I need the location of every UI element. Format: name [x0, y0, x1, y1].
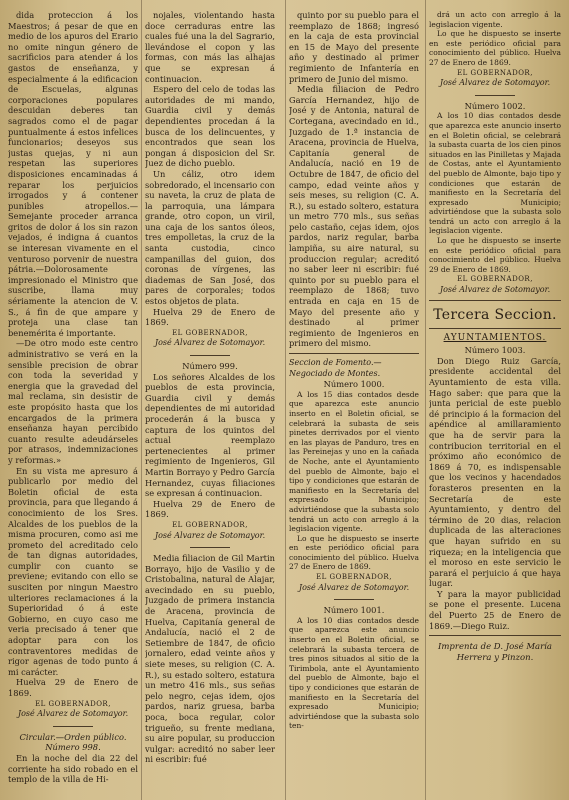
divider [53, 726, 93, 727]
divider [429, 635, 561, 636]
paragraph: dida proteccion á los Maestros; á pesar de que en medio de los apuros del Erario no omite ningun género de sacrificios para atender á los gastos de enseñanza, y especialmente á la edificacion de Escuelas, algunas corporaciones populares descuidan deberes tan sagrados como el de pagar puntualmente á estos infelices funcionarios; deseyos sus justas quejas, y ni aun respetan las superiores disposiciones encaminadas á reparar los perjuicios irrogados y á contener punibles atropellos.—Semejante proceder arranca gritos de dolor á los sin razon vejados, é indigna á cuantos se interesan vivamente en el venturoso porvenir de nuestra pátria.—Dolorosamente impresionado el Ministro que suscribe, llama muy sériamente la atencion de V. S., á fin de que ampare y proteja una clase tan benemérita é importante. [8, 10, 138, 338]
paragraph: A los 10 dias contados desde que aparezca este anuncio inserto en el Boletin oficial, se celebrará la subasta tercera de tres pinos situados al sitio de la Tirimbola, ante el Ayuntamiento del pueblo de Almonte, bajo el tipo y condiciones que estarán de manifiesto en la Secretaría del expresado Municipio; advirtiéndose que la subasta solo ten- [289, 615, 419, 731]
column-1 [8, 10, 138, 794]
signature-name: José Alvarez de Sotomayor. [154, 338, 266, 348]
paragraph: Lo que he dispuesto se inserte en este periódico oficial para conocimiento del público. Huelva 29 de Enero de 1869. [429, 236, 561, 274]
notice-number: Número 1003. [464, 345, 526, 356]
section-title: Tercera Seccion. [433, 306, 557, 323]
signature-name: José Alvarez de Sotomayor. [439, 285, 551, 295]
paragraph: En la noche del dia 22 del corriente ha sido robado en el templo de la villa de Hi- [8, 752, 138, 785]
divider [334, 599, 374, 600]
paragraph: nojales, violentando hasta doce cerraduras entre las cuales fué una la del Sagrario, llevándose el copon y las formas, con más las alhajas que se expresan á continuacion. [145, 10, 275, 84]
column-3 [289, 10, 419, 794]
signature-title: EL GOBERNADOR, [457, 275, 533, 284]
paragraph: Y para la mayor publicidad se pone el presente. Lucena del Puerto 25 de Enero de 1869.—Diego Ruiz. [429, 588, 561, 631]
paragraph: Lo que he dispuesto se inserte en este periódico oficial para conocimiento del público. Huelva 27 de Enero de 1869. [289, 533, 419, 572]
section-subtitle: AYUNTAMIENTOS. [443, 332, 547, 343]
divider [190, 547, 230, 548]
notice-number: Número 1002. [464, 100, 526, 111]
date-line: Huelva 29 de Enero de 1869. [145, 306, 275, 328]
signature-title: EL GOBERNADOR, [457, 68, 533, 77]
column-rule [285, 0, 286, 800]
signature-title: EL GOBERNADOR, [172, 520, 248, 529]
paragraph: Lo que he dispuesto se inserte en este periódico oficial para conocimiento del público. Huelva 27 de Enero de 1869. [429, 29, 561, 67]
printer-line: Imprenta de D. José María [438, 642, 552, 653]
paragraph: A los 15 dias contados desde que aparezca este anuncio inserto en el Boletin oficial, se celebrará la subasta de seis pinetes derrivados por el viento en las playas de Panduro, tres en las Pereinejas y uno en la cañada de Noche, ante el Ayuntamiento del pueblo de Almonte, bajo el tipo y condiciones que estarán de manifiesto en la Secretaría del expresado Municipio; advirtiéndose que la subasta solo tendrá un acto con arreglo á la legislacion vigente. [289, 389, 419, 534]
signature-name: José Alvarez de Sotomayor. [298, 582, 410, 592]
signature-title: EL GOBERNADOR, [172, 328, 248, 337]
date-line: Huelva 29 de Enero de 1869. [145, 498, 275, 520]
notice-number: Número 1000. [323, 379, 385, 390]
notice-number: Número 999. [182, 361, 238, 371]
date-line: Huelva 29 de Enero de 1869. [8, 677, 138, 698]
divider [429, 300, 561, 301]
paragraph: Un cáliz, otro idem sobredorado, el incensario con su naveta, la cruz de plata de la parroquia, una lámpara grande, otro copon, un viril, una caja de los santos óleos, tres empolletas, la cruz de la santa custodia, cinco campanillas del guion, dos coronas de vírgenes, las diademas de San José, dos pares de corporales; todos estos objetos de plata. [145, 168, 275, 307]
column-rule [141, 0, 142, 800]
paragraph: Media filiacion de Gil Martin Borrayo, hijo de Vasilio y de Cristobalina, natural de Alajar, avecindado en su pueblo, Juzgado de primera instancia de Aracena, provincia de Huelva, Capitanía general de Andalucía, nació el 2 de Setiembre de 1847, de oficio jornalero, edad veinte años y siete meses, su religion (C. A. R.), su estado soltero, estatura un metro 416 mls., sus señas pelo negro, cejas idem, ojos pardos, nariz gruesa, barba poca, boca regular, color trigueño, su frente mediana, su aire popular, su produccion vulgar: acreditó no saber leer ni escribir: fué [145, 553, 275, 765]
column-2 [145, 10, 275, 794]
paragraph: quinto por su pueblo para el reemplazo de 1868; ingresó en la caja de esta provincial en 15 de Mayo del presente año y destinado al primer regimiento de Infantería en primero de Junio del mismo. [289, 10, 419, 84]
section-subheading: Seccion de Fomento.—Negociado de Montes. [289, 358, 382, 378]
divider [429, 328, 561, 329]
printer-line: Herrera y Pinzon. [456, 653, 534, 664]
paragraph: Media filiacion de Pedro García Hernandez, hijo de José y de Antonia, natural de Cortegana, avecindado en id., Juzgado de 1.ª instancia de Aracena, provincia de Huelva, Capitanía general de Andalucía, nació en 19 de Octubre de 1847, de oficio del campo, edad veinte años y seis meses, su religion (C. A. R.), su estado soltero, estatura un metro 770 mls., sus señas pelo castaño, cejas idem, ojos pardos, nariz regular, barba lampiña, su aire natural, su produccion regular; acreditó no saber leer ni escribir: fué quinto por su pueblo para el reemplazo de 1868; tuvo entrada en caja en 15 de Mayo del presente año y destinado al primer regimiento de Ingenieros en primero del mismo. [289, 84, 419, 349]
paragraph: Don Diego Ruiz García, presidente accidental del Ayuntamiento de esta villa. Hago saber: que para que la junta pericial de este pueblo dé principio á la formacion del apéndice al amillaramiento que ha de servir para la contribucion territorial en el próximo año económico de 1869 á 70, es indispensable que los vecinos y hacendados forasteros presenten en la Secretaría de este Ayuntamiento, y dentro del término de 20 dias, relacion duplicada de las alteraciones que hayan sufrido en su riqueza; en la inteligencia que el moroso en este servicio le parará el perjuicio á que haya lugar. [429, 355, 561, 589]
paragraph: En su vista me apresuro á publicarlo por medio del Boletin oficial de esta provincia, para que llegando á conocimiento de los Sres. Alcaldes de los pueblos de la misma procuren, como asi me prometo del acreditado celo de tan dignas autoridades, cumplir con cuanto se previene; evitando con ello se susciten por ningun Maestro ulteriores reclamaciones á la Superioridad ó á este Gobierno, en cuyo caso me veria precisado á tener que adoptar para con los contraventores medidas de rigor agenas de todo punto á mi carácter. [8, 465, 138, 677]
signature-name: José Alvarez de Sotomayor. [154, 530, 266, 540]
paragraph: Los señores Alcaldes de los pueblos de esta provincia, Guardia civil y demás dependientes de mi autoridad procederán á la busca y captura de los quintos del actual reemplazo pertenecientes al primer regimiento de Ingenieros, Gil Martin Borrayo y Pedro García Hernandez, cuyas filiaciones se expresan á continuacion. [145, 371, 275, 499]
signature-title: EL GOBERNADOR, [35, 699, 111, 708]
printer-imprint [429, 642, 561, 664]
column-rule [425, 0, 426, 800]
paragraph: Espero del celo de todas las autoridades de mi mando, Guardia civil y demás dependientes procedan á la busca de los delincuentes, y encontrados que sean los pongan á disposicion del Sr. Juez de dicho pueblo. [145, 84, 275, 169]
paragraph: A los 10 dias contados desde que aparezca este anuncio inserto en el Boletin oficial, se celebrará la subasta cuarta de los cien pinos situados en las Pinilletas y Majada de Costas, ante el Ayuntamiento del pueblo de Almonte, bajo tipo y condiciones que estarán de manifiesto en la Secretaría del expresado Municipio; advirtiéndose que la subasta solo tendrá un acto con arreglo á la legislacion vigente. [429, 111, 561, 236]
notice-number: Número 1001. [323, 605, 385, 616]
paragraph: —De otro modo este centro administrativo se verá en la sensible precision de obrar con toda la severidad y energia que la gravedad del mal reclama, sin desistir de este propósito hasta que los encargados de la primera enseñanza hayan percibido cuanto resulte adeudárseles por atrasos, indemnizaciones y reformas.» [8, 338, 138, 465]
signature-name: José Alvarez de Sotomayor. [17, 709, 129, 719]
circular-heading: Circular.—Orden público. Número 998. [19, 731, 127, 753]
divider [190, 355, 230, 356]
column-4 [429, 10, 561, 794]
paragraph: drá un acto con arreglo á la legislacion vigente. [429, 10, 561, 29]
divider [475, 95, 515, 96]
divider [289, 353, 419, 354]
signature-name: José Alvarez de Sotomayor. [439, 78, 551, 88]
signature-title: EL GOBERNADOR, [316, 573, 392, 582]
